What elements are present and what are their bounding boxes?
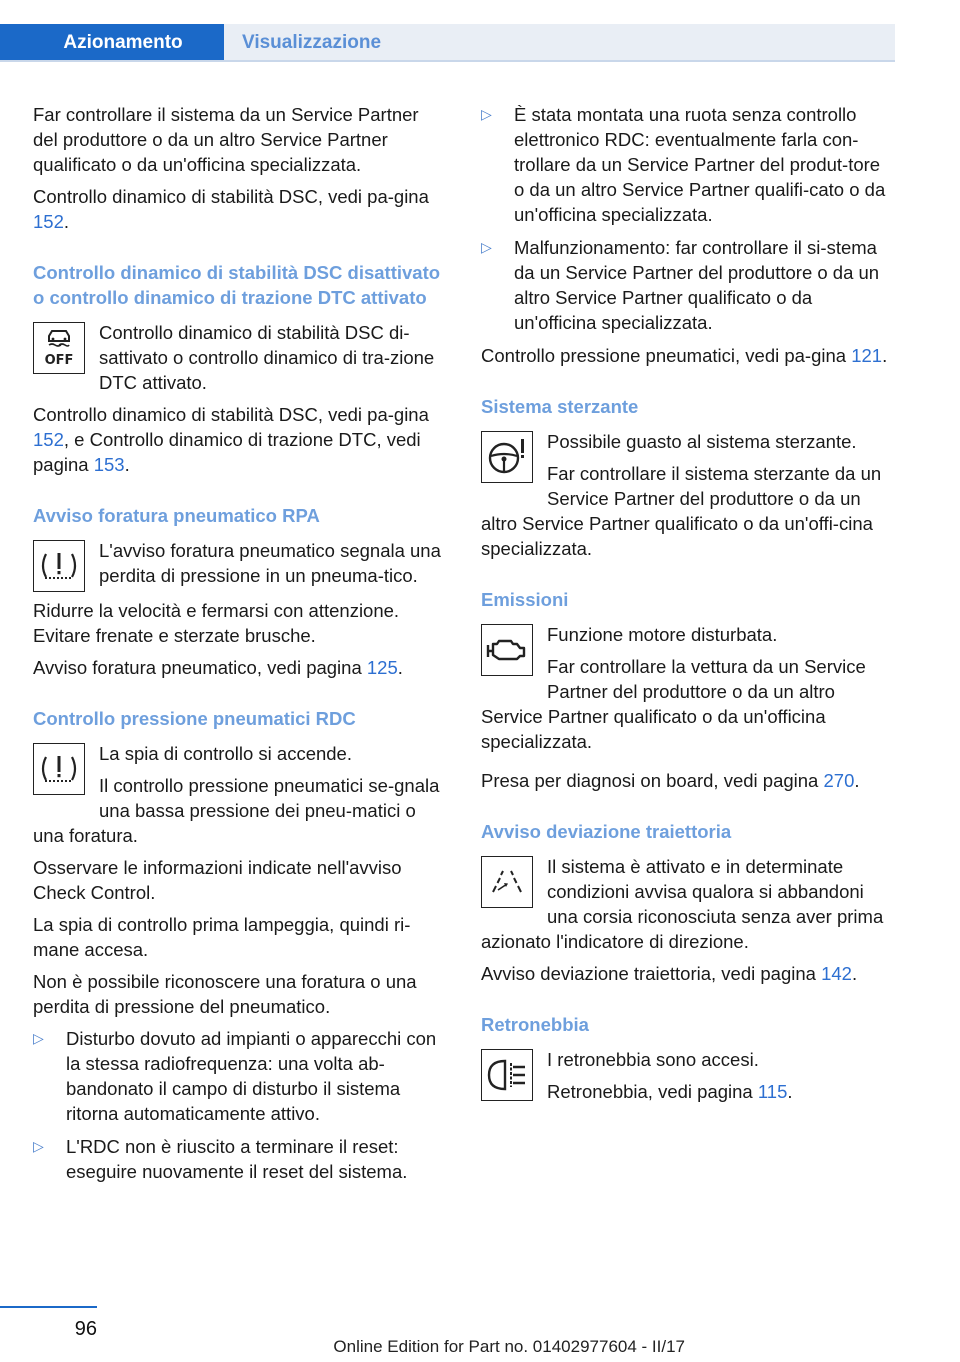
rear-fog-light-icon: [481, 1049, 533, 1101]
page-link[interactable]: 270: [823, 770, 855, 791]
list-item: ▷ È stata montata una ruota senza controllo elettronico RDC: eventualmente farla con-trollare da un Service Partner del produt-tore o da un altro Service Partner qualifi-cato o da un'officina specializzata.: [481, 102, 895, 227]
page-link[interactable]: 153: [93, 454, 125, 475]
rdc-bullet-list-continued: [481, 102, 895, 335]
list-item: ▷ Malfunzionamento: far controllare il si-stema da un Service Partner del produttore o da un altro Service Partner qualificato o da un'officina specializzata.: [481, 235, 895, 335]
emissions-text-2: Far controllare la vettura da un Service Partner del produttore o da un altro Service Partner qualificato o da un'officina specializzata.: [481, 656, 866, 752]
emissions-warning-block: [481, 622, 895, 754]
obd-reference: Presa per diagnosi on board, vedi pagina 270.: [481, 770, 860, 791]
rdc-bullet-list: [33, 1026, 445, 1184]
rear-fog-reference: Retronebbia, vedi pagina 115.: [547, 1081, 793, 1102]
rdc-heading: Controllo pressione pneumatici RDC: [33, 708, 356, 729]
tire-pressure-warning-icon: [33, 540, 85, 592]
list-item: ▷ L'RDC non è riuscito a terminare il reset: eseguire nuovamente il reset del sistema.: [33, 1134, 445, 1184]
steering-text-1: Possibile guasto al sistema sterzante.: [547, 431, 857, 452]
dsc-off-icon: [33, 322, 85, 374]
lane-departure-heading: Avviso deviazione traiettoria: [481, 821, 732, 842]
rdc-warning-block: [33, 741, 445, 848]
lane-departure-icon: [481, 856, 533, 908]
steering-warning-block: [481, 429, 895, 561]
right-column: [481, 102, 895, 1107]
rear-fog-text: I retronebbia sono accesi.: [547, 1049, 759, 1070]
engine-icon: [481, 624, 533, 676]
rear-fog-heading: Retronebbia: [481, 1014, 589, 1035]
tab-visualizzazione[interactable]: Visualizzazione: [224, 24, 895, 62]
edition-footer: Online Edition for Part no. 01402977604 - II/17: [333, 1337, 685, 1356]
emissions-heading: Emissioni: [481, 589, 569, 610]
rpa-heading: Avviso foratura pneumatico RPA: [33, 505, 320, 526]
chapter-tabs: [0, 24, 895, 60]
intro-paragraph: Far controllare il sistema da un Service Partner del produttore o da un altro Service Partner qualificato o da un'officina specializzata.: [33, 104, 419, 175]
rdc-paragraph-2: La spia di controllo prima lampeggia, quindi ri-mane accesa.: [33, 914, 411, 960]
page-link[interactable]: 142: [821, 963, 852, 984]
dsc-warning-block: [33, 320, 445, 395]
lane-departure-reference: Avviso deviazione traiettoria, vedi pagina 142.: [481, 963, 858, 984]
footer-divider: [0, 1306, 97, 1308]
steering-text-2: Far controllare il sistema sterzante da un Service Partner del produttore o da un altro Service Partner qualificato o da un'offi-cina specializzata.: [481, 463, 882, 559]
rpa-paragraph: Ridurre la velocità e fermarsi con attenzione. Evitare frenate e sterzate brusche.: [33, 600, 400, 646]
header-divider: [0, 60, 895, 62]
page-link[interactable]: 121: [851, 345, 883, 366]
rpa-reference: Avviso foratura pneumatico, vedi pagina 125.: [33, 657, 403, 678]
dsc-icon-text: Controllo dinamico di stabilità DSC di-sattivato o controllo dinamico di tra-zione DTC attivato.: [99, 322, 435, 393]
page-link[interactable]: 152: [33, 429, 64, 450]
rpa-icon-text: L'avviso foratura pneumatico segnala una perdita di pressione in un pneuma-tico.: [99, 540, 441, 586]
page-link[interactable]: 125: [366, 657, 398, 678]
tire-pressure-warning-icon: [33, 743, 85, 795]
dsc-reference: Controllo dinamico di stabilità DSC, vedi pa-gina 152.: [33, 186, 429, 232]
page-link[interactable]: 152: [33, 211, 64, 232]
steering-wheel-warning-icon: [481, 431, 533, 483]
rdc-paragraph-3: Non è possibile riconoscere una foratura o una perdita di pressione del pneumatico.: [33, 971, 417, 1017]
page-number: 96: [74, 1318, 97, 1340]
tab-azionamento[interactable]: Azionamento: [0, 24, 224, 62]
page-link[interactable]: 115: [757, 1081, 788, 1102]
rdc-icon-text-2: Il controllo pressione pneumatici se-gnala una bassa pressione dei pneu-matici o una foratura.: [33, 775, 440, 846]
dsc-dtc-reference: Controllo dinamico di stabilità DSC, vedi pa-gina 152, e Controllo dinamico di trazione DTC, vedi pagina 153.: [33, 404, 429, 475]
rear-fog-block: [481, 1047, 895, 1107]
svg-text:OFF: OFF: [44, 353, 74, 368]
dsc-heading: Controllo dinamico di stabilità DSC disattivato o controllo dinamico di trazione DTC attivato: [33, 262, 441, 308]
emissions-text-1: Funzione motore disturbata.: [547, 624, 778, 645]
rdc-reference: Controllo pressione pneumatici, vedi pa-gina 121.: [481, 345, 888, 366]
list-item: ▷ Disturbo dovuto ad impianti o apparecchi con la stessa radiofrequenza: una volta ab-bandonato il campo di disturbo il sistema ritorna automaticamente attivo.: [33, 1026, 445, 1126]
rdc-paragraph-1: Osservare le informazioni indicate nell'avviso Check Control.: [33, 857, 402, 903]
lane-departure-block: [481, 854, 895, 954]
rdc-icon-text-1: La spia di controllo si accende.: [99, 743, 352, 764]
rpa-warning-block: [33, 538, 445, 598]
lane-departure-text: Il sistema è attivato e in determinate condizioni avvisa qualora si abbandoni una corsia riconosciuta senza aver prima azionato l'indicatore di direzione.: [481, 856, 884, 952]
left-column: [33, 102, 445, 1192]
steering-heading: Sistema sterzante: [481, 396, 639, 417]
